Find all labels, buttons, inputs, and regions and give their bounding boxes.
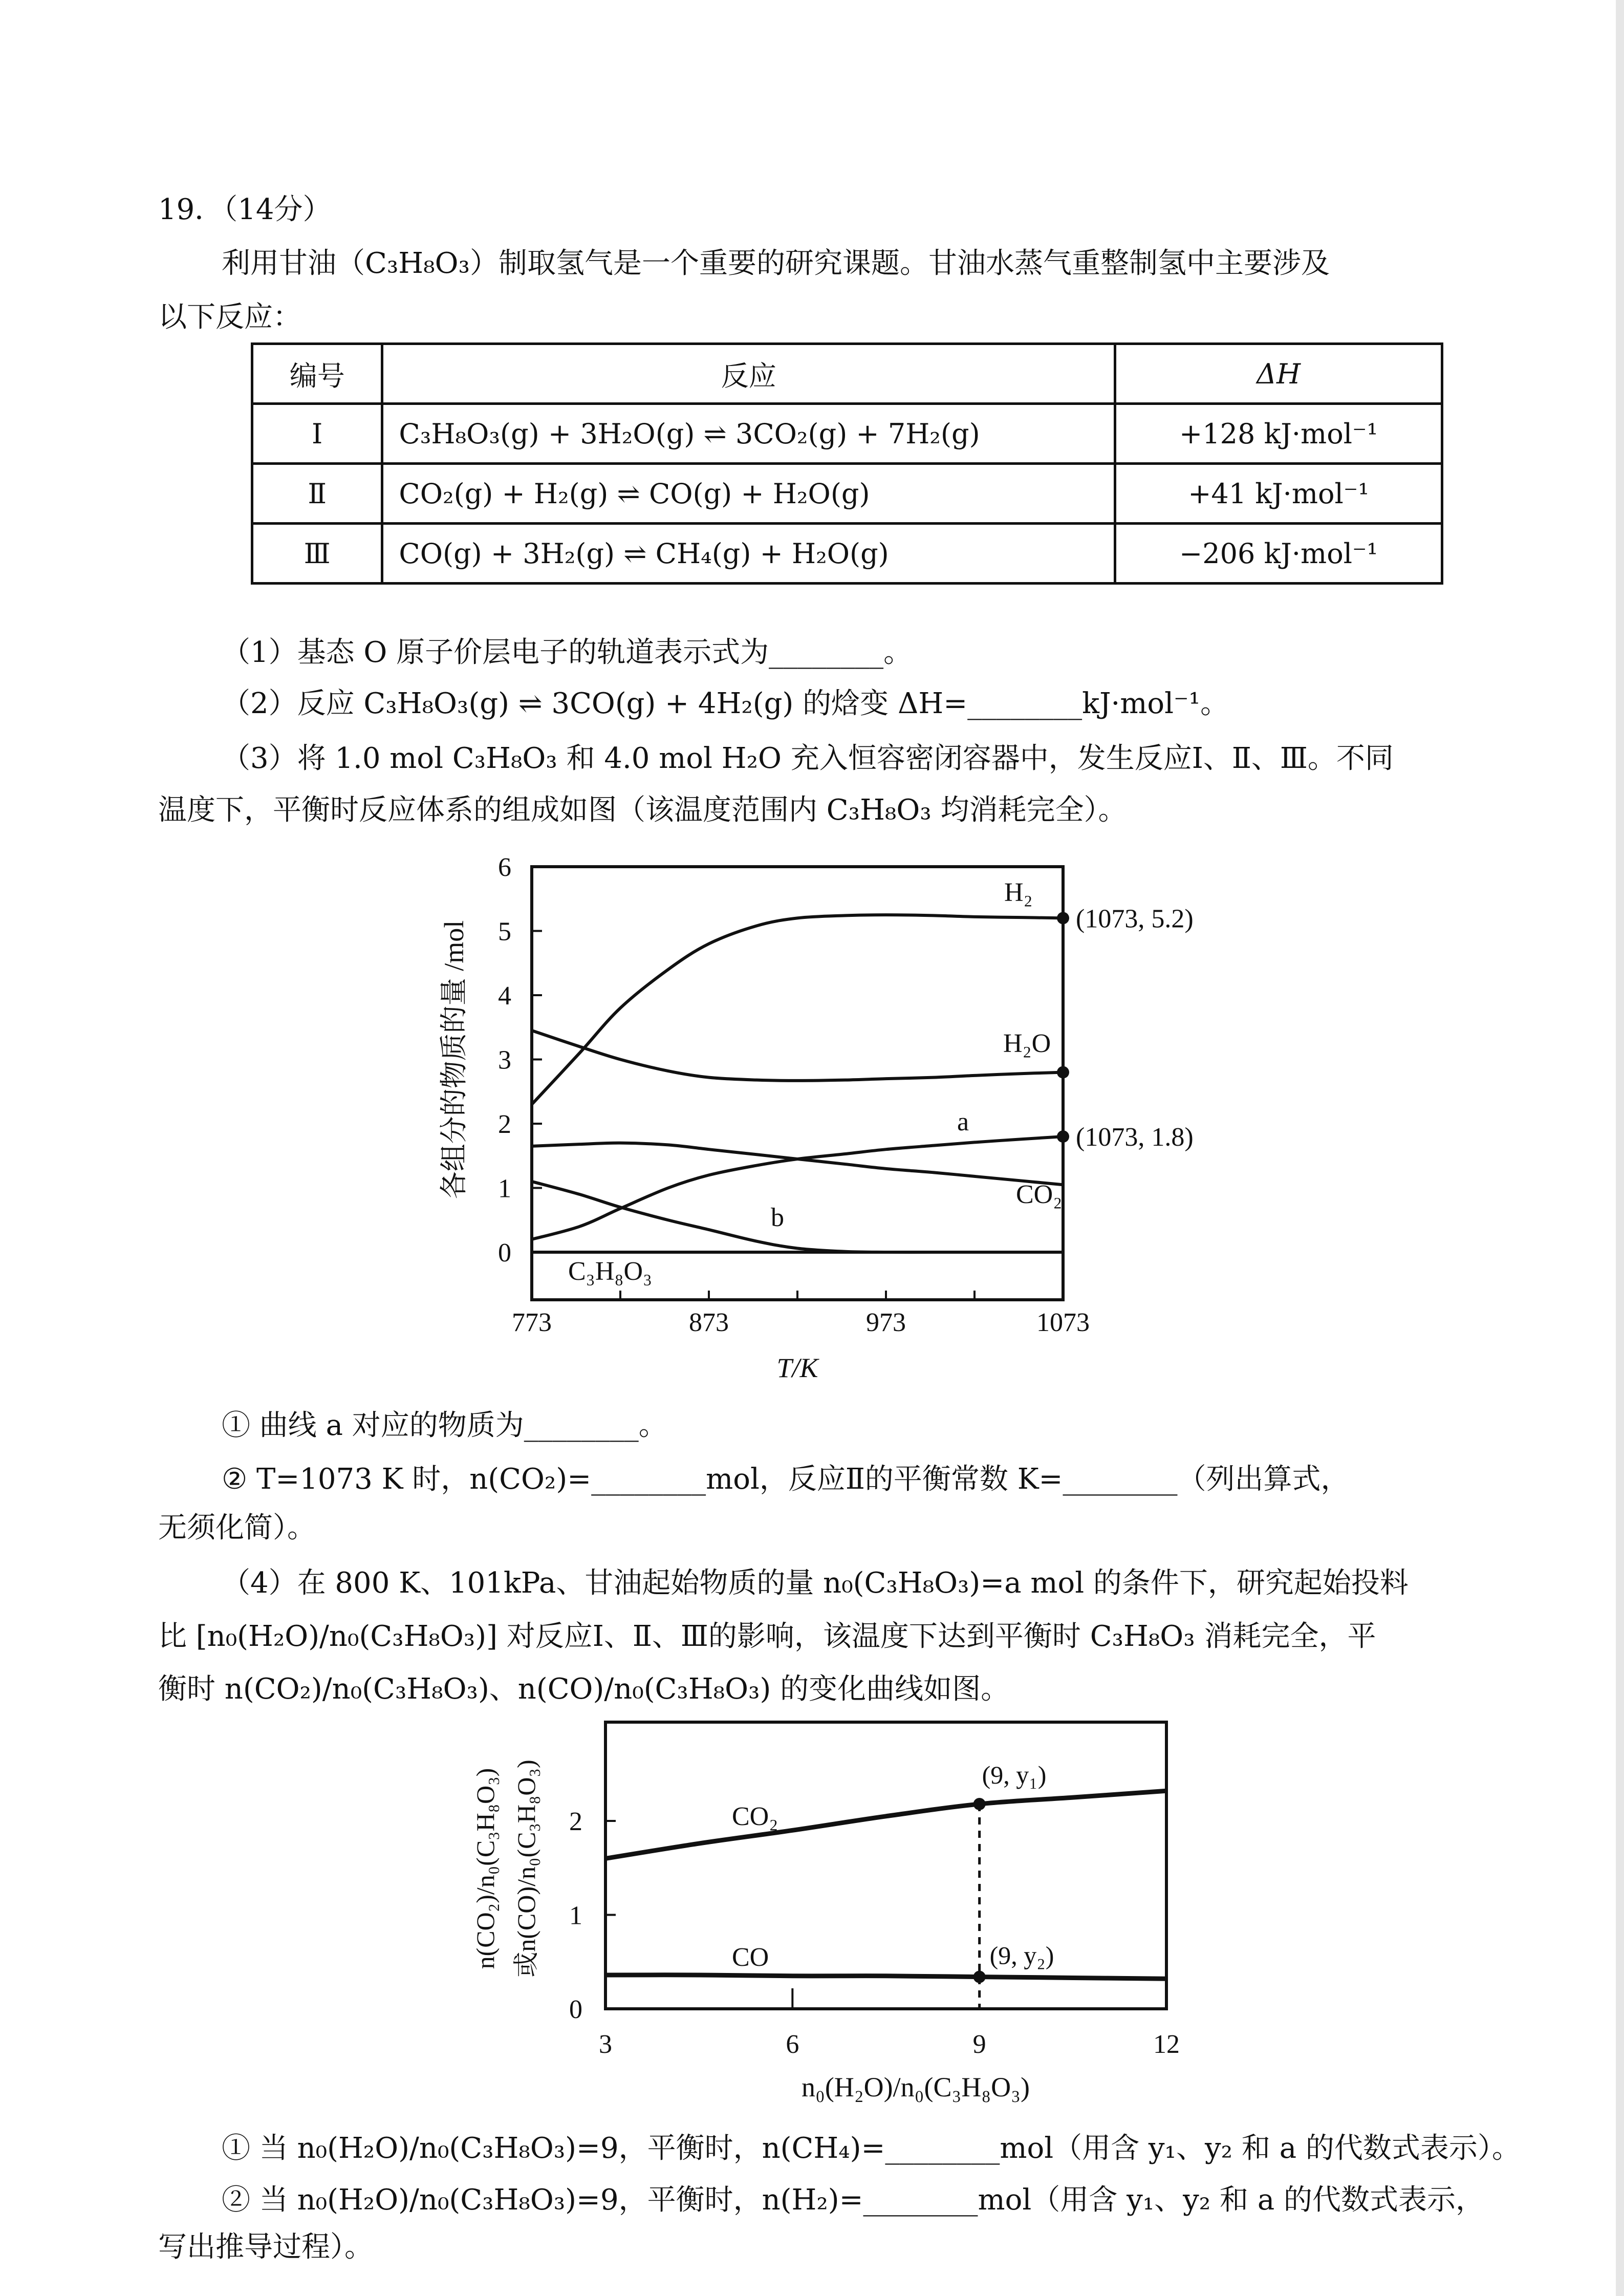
chart2-x-tick-label: 6 — [786, 2030, 799, 2059]
chart2-y-tick-label: 1 — [569, 1901, 582, 1930]
part-3-line-1: （3）将 1.0 mol C₃H₈O₃ 和 4.0 mol H₂O 充入恒容密闭容器中，发生反应Ⅰ、Ⅱ、Ⅲ。不同 — [222, 742, 1394, 775]
chart2-y-tick-label: 0 — [569, 1995, 582, 2024]
part-4-question-2: ② 当 n₀(H₂O)/n₀(C₃H₈O₃)=9，平衡时，n(H₂)=________mol（用含 y₁、y₂ 和 a 的代数式表示， — [222, 2183, 1485, 2217]
chart2-series-label: CO — [732, 1943, 769, 1972]
part-4-question-2-cont: 写出推导过程）。 — [158, 2230, 373, 2264]
reaction-id: Ⅲ — [252, 524, 382, 584]
chart2-annotation: (9, y₁) — [982, 1760, 1047, 1789]
part-3-question-2-cont: 无须化简）。 — [158, 1511, 316, 1544]
chart1-series-label: b — [771, 1203, 784, 1232]
chart2-x-axis-title: n₀(H₂O)/n₀(C₃H₈O₃) — [802, 2072, 1030, 2102]
question-number: 19．（14分） — [158, 193, 332, 226]
chart2-data-point — [973, 1798, 986, 1810]
chart1-x-axis-title: T/K — [776, 1353, 818, 1383]
chart2-series-line — [605, 1975, 1166, 1979]
chart2-x-tick-label: 3 — [599, 2030, 612, 2059]
chart1-annotation: (1073, 1.8) — [1076, 1123, 1194, 1152]
reaction-enthalpy: +128 kJ·mol⁻¹ — [1115, 404, 1442, 464]
chart1-series-line — [532, 1136, 1063, 1239]
chart1-data-point — [1057, 1130, 1069, 1143]
chart1-y-tick-label: 6 — [498, 853, 511, 882]
chart2-series-line — [605, 1791, 1166, 1858]
chart2-data-point — [973, 1971, 986, 1983]
chart1-y-tick-label: 3 — [498, 1045, 511, 1075]
chart1-frame — [532, 867, 1063, 1300]
chart1-data-point — [1057, 912, 1069, 924]
reaction-equation: CO(g) + 3H₂(g) ⇌ CH₄(g) + H₂O(g) — [382, 524, 1115, 584]
part-4-question-1: ① 当 n₀(H₂O)/n₀(C₃H₈O₃)=9，平衡时，n(CH₄)=________mol（用含 y₁、y₂ 和 a 的代数式表示）。 — [222, 2132, 1521, 2165]
part-3-line-2: 温度下，平衡时反应体系的组成如图（该温度范围内 C₃H₈O₃ 均消耗完全）。 — [158, 793, 1127, 827]
part-1: （1）基态 O 原子价层电子的轨道表示式为________。 — [222, 636, 913, 669]
chart1-y-tick-label: 0 — [498, 1238, 511, 1268]
reaction-id: Ⅱ — [252, 464, 382, 524]
chart1-x-tick-label: 973 — [866, 1308, 906, 1337]
chart1-x-tick-label: 1073 — [1036, 1308, 1090, 1337]
chart1-series-line — [532, 1031, 1063, 1081]
reaction-equation: C₃H₈O₃(g) + 3H₂O(g) ⇌ 3CO₂(g) + 7H₂(g) — [382, 404, 1115, 464]
chart1-y-tick-label: 1 — [498, 1174, 511, 1204]
chart2-y-axis-title-2: 或n(CO)/n₀(C₃H₈O₃) — [512, 1759, 540, 1978]
header-dh: ΔH — [1115, 344, 1442, 404]
chart2-y-tick-label: 2 — [569, 1807, 582, 1836]
part-4-line-3: 衡时 n(CO₂)/n₀(C₃H₈O₃)、n(CO)/n₀(C₃H₈O₃) 的变化曲线如图。 — [158, 1672, 1010, 1706]
chart2-x-tick-label: 12 — [1153, 2030, 1180, 2059]
chart1-y-tick-label: 2 — [498, 1110, 511, 1139]
chart1-series-label: H₂ — [1004, 878, 1033, 907]
part-3-question-1: ① 曲线 a 对应的物质为________。 — [222, 1409, 667, 1442]
chart1-series-label: CO₂ — [1016, 1180, 1063, 1209]
part-3-question-2: ② T=1073 K 时，n(CO₂)=________mol，反应Ⅱ的平衡常数 K=________（列出算式， — [222, 1463, 1350, 1496]
part-4-line-1: （4）在 800 K、101kPa、甘油起始物质的量 n₀(C₃H₈O₃)=a mol 的条件下，研究起始投料 — [222, 1567, 1409, 1600]
intro-line-1: 利用甘油（C₃H₈O₃）制取氢气是一个重要的研究课题。甘油水蒸气重整制氢中主要涉及 — [222, 247, 1330, 280]
reaction-enthalpy: +41 kJ·mol⁻¹ — [1115, 464, 1442, 524]
header-reaction: 反应 — [382, 344, 1115, 404]
chart2-annotation: (9, y₂) — [989, 1941, 1054, 1970]
reaction-id: Ⅰ — [252, 404, 382, 464]
chart1-series-label: C₃H₈O₃ — [568, 1257, 653, 1286]
chart2-x-tick-label: 9 — [972, 2030, 986, 2059]
chart1-series-label: a — [957, 1107, 969, 1136]
header-id: 编号 — [252, 344, 382, 404]
chart2-y-axis-title-1: n(CO₂)/n₀(C₃H₈O₃) — [471, 1768, 500, 1969]
reaction-enthalpy: −206 kJ·mol⁻¹ — [1115, 524, 1442, 584]
chart1-y-tick-label: 5 — [498, 917, 511, 947]
chart1-series-line — [532, 1182, 1063, 1252]
chart1-data-point — [1057, 1066, 1069, 1079]
chart2-frame — [605, 1722, 1166, 2009]
reaction-equation: CO₂(g) + H₂(g) ⇌ CO(g) + H₂O(g) — [382, 464, 1115, 524]
part-4-line-2: 比 [n₀(H₂O)/n₀(C₃H₈O₃)] 对反应Ⅰ、Ⅱ、Ⅲ的影响，该温度下达到平衡时 C₃H₈O₃ 消耗完全，平 — [158, 1620, 1376, 1653]
part-2: （2）反应 C₃H₈O₃(g) ⇌ 3CO(g) + 4H₂(g) 的焓变 ΔH=________kJ·mol⁻¹。 — [222, 687, 1229, 720]
chart1-x-tick-label: 773 — [512, 1308, 552, 1337]
chart1-y-axis-title: 各组分的物质的量 /mol — [439, 920, 469, 1199]
chart1-series-line — [532, 1143, 1063, 1185]
chart1-annotation: (1073, 5.2) — [1076, 904, 1194, 934]
intro-line-2: 以下反应： — [158, 301, 301, 334]
chart1-series-label: H₂O — [1003, 1029, 1051, 1058]
chart1-y-tick-label: 4 — [498, 981, 511, 1011]
chart2-series-label: CO₂ — [732, 1802, 778, 1831]
chart1-x-tick-label: 873 — [689, 1308, 729, 1337]
